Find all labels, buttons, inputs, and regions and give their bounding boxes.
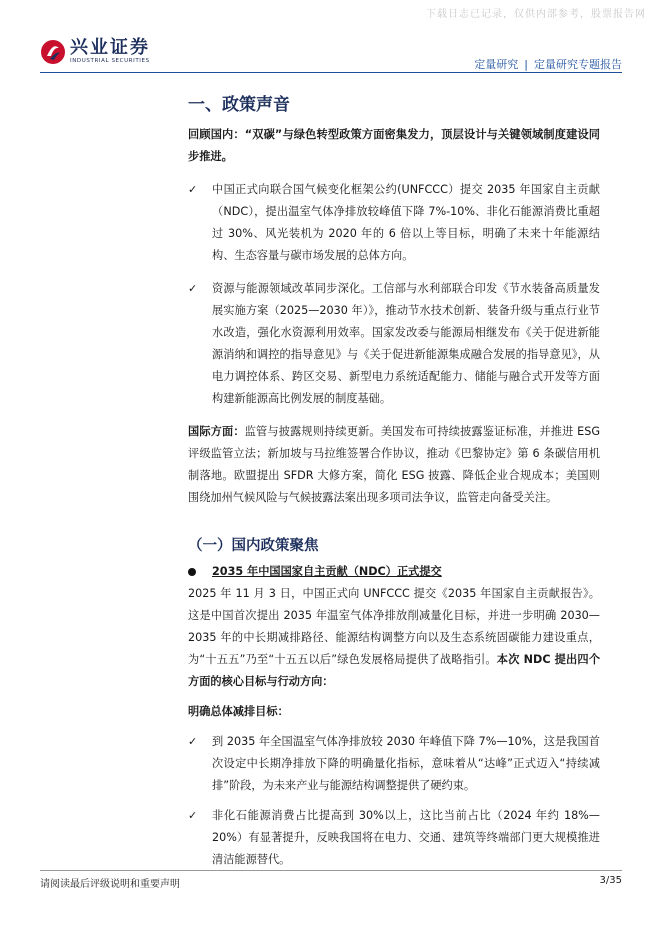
- international-text: 监管与披露规则持续更新。美国发布可持续披露鉴证标准，并推进 ESG 评级监管立法；新加坡与马拉维签署合作协议，推动《巴黎协定》第 6 条碳信用机制落地。欧盟提出 SFDR 大修方案，简化 ESG 披露、降低企业合规成本；美国则围绕加州气候风险与气候披露法案出现多项司法争议，监管走向备受关注。: [188, 425, 600, 504]
- bullet-text: 2035 年中国国家自主贡献（NDC）正式提交: [212, 565, 442, 578]
- check-item-non-fossil: [188, 805, 600, 871]
- header-separator: |: [524, 58, 528, 71]
- check-item-text: 到 2035 年全国温室气体净排放较 2030 年峰值下降 7%—10%，这是我国首次设定中长期净排放下降的明确量化指标，意味着从“达峰”正式迈入“持续减排”阶段，为未来产业与能源结构调整提供了硬约束。: [212, 735, 600, 792]
- page-number: 3/35: [599, 875, 622, 886]
- logo-chinese-name: 兴业证券: [70, 37, 150, 58]
- check-item-text: 非化石能源消费占比提高到 30%以上，这比当前占比（2024 年约 18%—20%）有显著提升，反映我国将在电力、交通、建筑等终端部门更大规模推进清洁能源替代。: [212, 809, 600, 866]
- domestic-review-paragraph: [188, 124, 600, 168]
- logo-mark-icon: [40, 39, 66, 65]
- report-type-label: 定量研究专题报告: [534, 58, 622, 71]
- ndc-paragraph-text: 2025 年 11 月 3 日，中国正式向 UNFCCC 提交《2035 年国家自主贡献报告》。这是中国首次提出 2035 年温室气体净排放削减量化目标，并进一步明确 2030—2035 年的中长期减排路径、能源结构调整方向以及生态系统固碳能力建设重点，为“十五五”乃至“十五五以后”绿色发展格局提供了战略指引。: [188, 587, 600, 666]
- check-item-resource-reform: [188, 278, 600, 410]
- company-logo: [40, 38, 150, 65]
- domestic-review-text: “双碳”与绿色转型政策方面密集发力，顶层设计与关键领域制度建设同步推进。: [188, 128, 600, 163]
- category-label: 定量研究: [474, 58, 519, 71]
- ndc-paragraph-bold: 本次 NDC 提出四个方面的核心目标与行动方向：: [188, 653, 601, 688]
- bullet-dot-icon: [188, 568, 196, 576]
- check-item-net-emission: [188, 731, 600, 797]
- international-paragraph: [188, 421, 600, 509]
- checkmark-icon: ✓: [188, 809, 198, 822]
- check-item-text: 中国正式向联合国气候变化框架公约(UNFCCC）提交 2035 年国家自主贡献（NDC），提出温室气体净排放较峰值下降 7%-10%、非化石能源消费比重超过 30%、风光装机为 2020 年的 6 倍以上等目标，明确了未来十年能源结构、生态容量与碳市场发展的总体方向。: [212, 183, 600, 262]
- watermark: 下载日志已记录，仅供内部参考，股票报告网: [426, 9, 646, 20]
- main-content: [188, 92, 600, 871]
- check-item-text: 资源与能源领域改革同步深化。工信部与水利部联合印发《节水装备高质量发展实施方案（2025—2030 年）》，推动节水技术创新、装备升级与重点行业节水改造，强化水资源利用效率。国家发改委与能源局相继发布《关于促进新能源消纳和调控的指导意见》与《关于促进新能源集成融合发展的指导意见》，从电力调控体系、跨区交易、新型电力系统适配能力、储能与融合式开发等方面构建新能源高比例发展的制度基础。: [212, 282, 600, 405]
- bullet-ndc-submission: [188, 561, 600, 583]
- check-item-ndc: [188, 179, 600, 267]
- international-label: 国际方面：: [188, 425, 245, 438]
- header-category: [474, 56, 622, 72]
- header-divider: [40, 72, 622, 73]
- section-title-policy: 一、政策声音: [188, 95, 290, 115]
- page-header: [40, 38, 622, 76]
- footer-divider: [40, 870, 622, 871]
- subheading-emission-target: 明确总体减排目标：: [188, 705, 289, 718]
- domestic-review-label: 回顾国内：: [188, 128, 245, 141]
- checkmark-icon: ✓: [188, 282, 198, 295]
- ndc-paragraph: [188, 583, 600, 693]
- logo-english-name: INDUSTRIAL SECURITIES: [70, 58, 150, 64]
- footer-disclaimer: 请阅读最后评级说明和重要声明: [40, 879, 180, 890]
- checkmark-icon: ✓: [188, 183, 198, 196]
- section-title-domestic-focus: （一）国内政策聚焦: [188, 538, 319, 554]
- checkmark-icon: ✓: [188, 735, 198, 748]
